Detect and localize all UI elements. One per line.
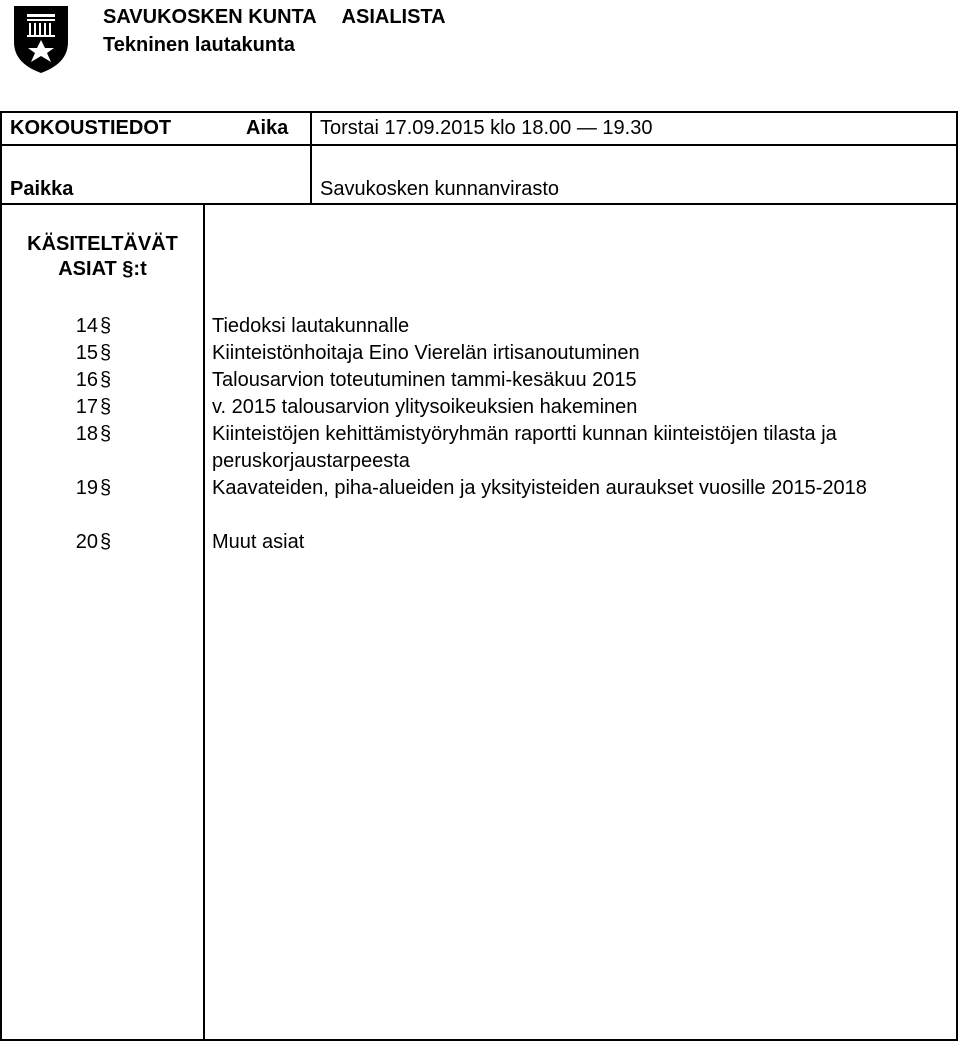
place-label: Paikka [10,178,74,200]
section-symbol: § [100,342,112,364]
agenda-item-title: Kiinteistöjen kehittämistyöryhmän raportti kunnan kiinteistöjen tilasta ja peruskorjaustarpeesta [212,423,837,472]
table-divider [310,111,312,204]
table-divider [203,203,205,1041]
section-symbol: § [100,315,112,337]
meeting-section-label: KOKOUSTIEDOT [10,117,172,139]
agenda-item-title: Muut asiat [212,531,305,553]
document-type: ASIALISTA [341,6,446,28]
document-header [103,5,446,29]
agenda-item-title: Kaavateiden, piha-alueiden ja yksityisteiden auraukset vuosille 2015-2018 [212,477,867,499]
agenda-item-number: 14 [75,315,98,337]
agenda-item-title: Talousarvion toteutuminen tammi-kesäkuu 2015 [212,369,637,391]
committee-name: Tekninen lautakunta [103,34,295,56]
section-symbol: § [100,423,112,445]
section-symbol: § [100,477,112,499]
agenda-item-title: Kiinteistönhoitaja Eino Vierelän irtisanoutuminen [212,342,640,364]
agenda-item-number: 17 [75,396,98,418]
coat-of-arms-icon [12,4,70,74]
agenda-heading-line2: ASIAT §:t [58,258,147,280]
section-symbol: § [100,396,112,418]
agenda-item-number: 20 [75,531,98,553]
time-label: Aika [246,117,289,139]
table-divider [0,144,958,146]
table-divider [0,203,958,205]
agenda-heading-line1: KÄSITELTÄVÄT [27,233,178,255]
agenda-item-number: 15 [75,342,98,364]
agenda-item-number: 16 [75,369,98,391]
time-value: Torstai 17.09.2015 klo 18.00 — 19.30 [320,117,653,139]
section-symbol: § [100,369,112,391]
section-symbol: § [100,531,112,553]
municipality-name: SAVUKOSKEN KUNTA [103,6,316,28]
agenda-item-title: Tiedoksi lautakunnalle [212,315,410,337]
agenda-heading [0,232,205,282]
place-value: Savukosken kunnanvirasto [320,178,560,200]
agenda-item-number: 19 [75,477,98,499]
agenda-item-number: 18 [75,423,98,445]
agenda-item-title: v. 2015 talousarvion ylitysoikeuksien hakeminen [212,396,638,418]
